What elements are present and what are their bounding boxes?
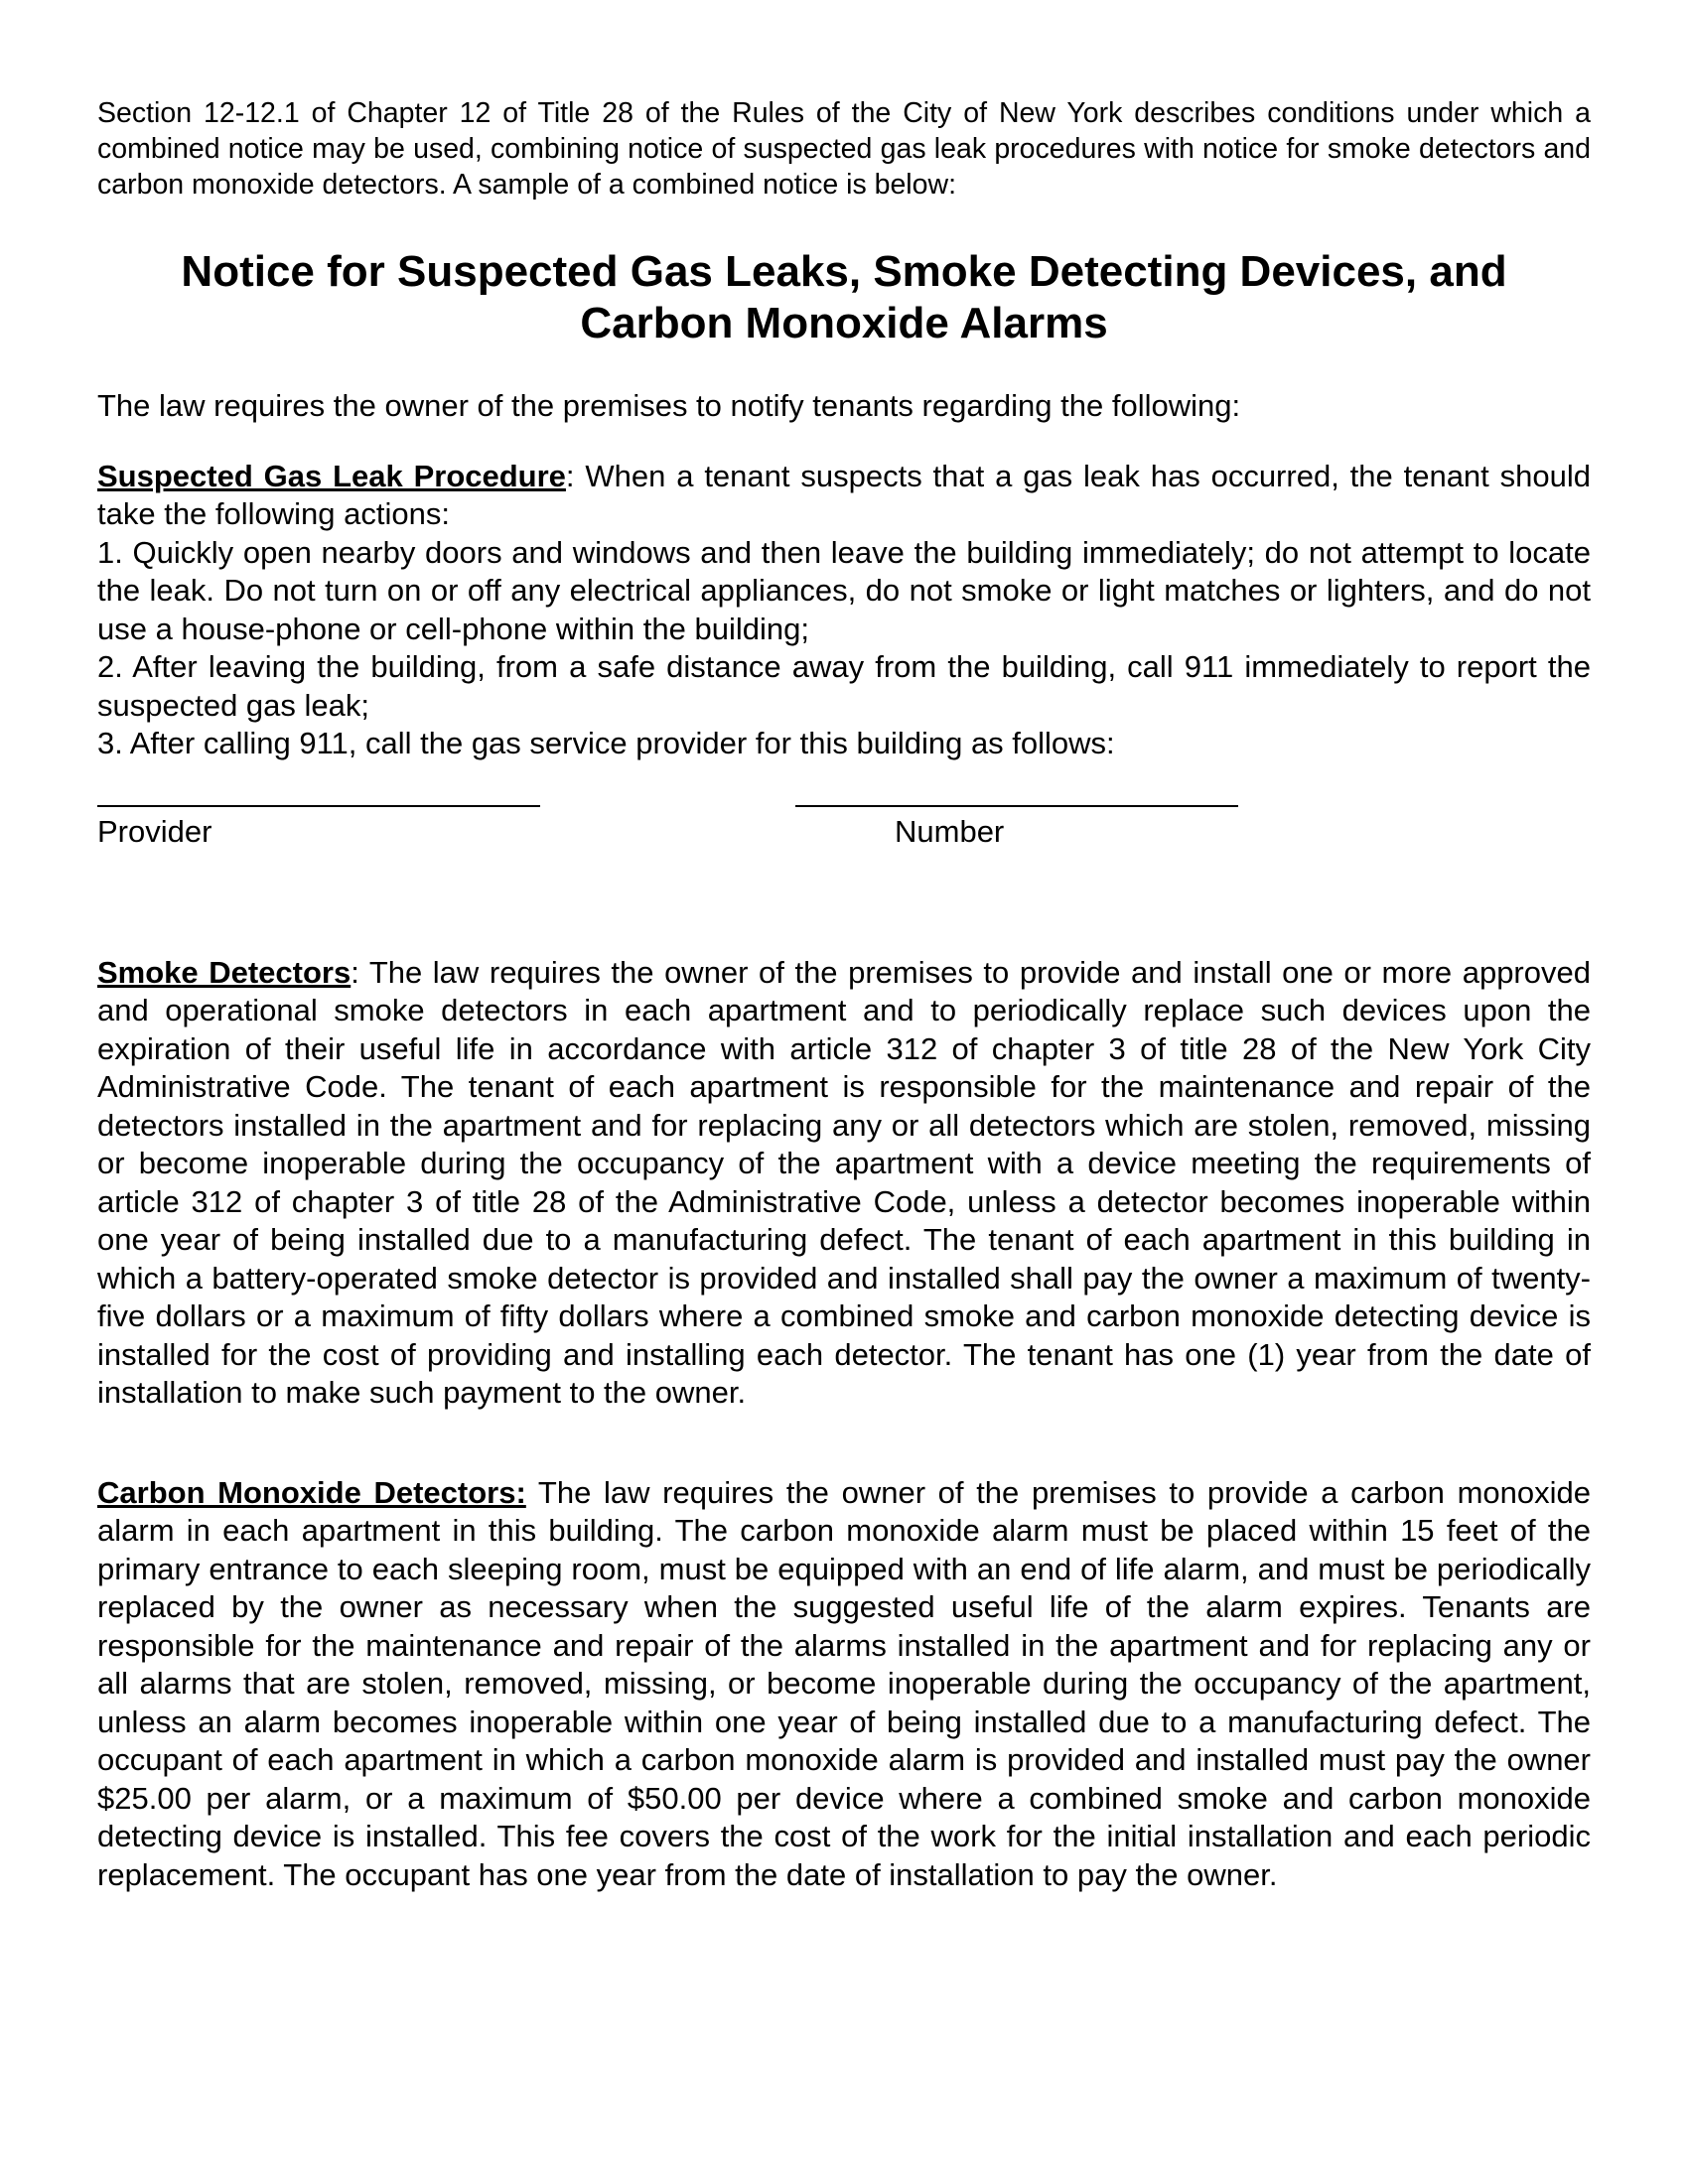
- gas-leak-heading: Suspected Gas Leak Procedure: [97, 458, 566, 493]
- notice-title: [97, 246, 1591, 349]
- smoke-detectors-heading: Smoke Detectors: [97, 954, 352, 990]
- notice-content: [97, 95, 1591, 1894]
- gas-leak-step-1: 1. Quickly open nearby doors and windows and then leave the building immediately; do not attempt to locate the leak. Do not turn on or off any electrical appliances, do not smoke or light matches or lighters, and do not use a house-phone or cell-phone within the building;: [97, 534, 1591, 646]
- carbon-monoxide-text: The law requires the owner of the premises to provide a carbon monoxide alarm in each apartment in this building. The carbon monoxide alarm must be placed within 15 feet of the primary entrance to each sleeping room, must be equipped with an end of life alarm, and must be periodically replaced by the owner as necessary when the suggested useful life of the alarm expires. Tenants are responsible for the maintenance and repair of the alarms installed in the apartment and for replacing any or all alarms that are stolen, removed, missing, or become inoperable during the occupancy of the apartment, unless an alarm becomes inoperable within one year of being installed due to a manufacturing defect. The occupant of each apartment in which a carbon monoxide alarm is provided and installed must pay the owner $25.00 per alarm, or a maximum of $50.00 per device where a combined smoke and carbon monoxide detecting device is installed. This fee covers the cost of the work for the initial installation and each periodic replacement. The occupant has one year from the date of installation to pay the owner.: [97, 1474, 1591, 1892]
- gas-leak-intro: : When a tenant suspects that a gas leak has occurred, the tenant should take the following actions:: [97, 458, 1591, 531]
- smoke-detectors-paragraph: [97, 954, 1591, 1413]
- smoke-detectors-section: [97, 954, 1591, 1413]
- notice-title-line-2: Carbon Monoxide Alarms: [580, 299, 1108, 347]
- carbon-monoxide-paragraph: [97, 1474, 1591, 1895]
- provider-label: Provider: [97, 813, 212, 849]
- gas-leak-step-2: 2. After leaving the building, from a safe distance away from the building, call 911 immediately to report the suspected gas leak;: [97, 649, 1591, 723]
- notice-title-line-1: Notice for Suspected Gas Leaks, Smoke Detecting Devices, and: [181, 247, 1507, 296]
- smoke-detectors-text: : The law requires the owner of the premises to provide and install one or more approved and operational smoke detectors in each apartment and to periodically replace such devices upon the expiration of their useful life in accordance with article 312 of chapter 3 of title 28 of the New York City Administrative Code. The tenant of each apartment is responsible for the maintenance and repair of the detectors installed in the apartment and for replacing any or all detectors which are stolen, removed, missing or become inoperable during the occupancy of the apartment with a device meeting the requirements of article 312 of chapter 3 of title 28 of the Administrative Code, unless a detector becomes inoperable within one year of being installed due to a manufacturing defect. The tenant of each apartment in this building in which a battery-operated smoke detector is provided and installed shall pay the owner a maximum of twenty-five dollars or a maximum of fifty dollars where a combined smoke and carbon monoxide detecting device is installed for the cost of providing and installing each detector. The tenant has one (1) year from the date of installation to make such payment to the owner.: [97, 954, 1591, 1410]
- lead-in-paragraph: The law requires the owner of the premises to notify tenants regarding the following:: [97, 388, 1241, 423]
- gas-leak-section: [97, 458, 1591, 896]
- provider-number-fields: [97, 805, 1591, 896]
- number-label: Number: [895, 813, 1005, 849]
- number-blank-line[interactable]: [795, 805, 1238, 807]
- carbon-monoxide-section: [97, 1474, 1591, 1895]
- gas-leak-step-3: 3. After calling 911, call the gas service provider for this building as follows:: [97, 726, 1115, 760]
- gas-leak-paragraph: [97, 458, 1591, 763]
- provider-blank-line[interactable]: [97, 805, 540, 807]
- carbon-monoxide-heading: Carbon Monoxide Detectors:: [97, 1474, 526, 1510]
- intro-paragraph: Section 12-12.1 of Chapter 12 of Title 28 of the Rules of the City of New York describes conditions under which a combined notice may be used, combining notice of suspected gas leak procedures with notice for smoke detectors and carbon monoxide detectors. A sample of a combined notice is below:: [97, 97, 1591, 201]
